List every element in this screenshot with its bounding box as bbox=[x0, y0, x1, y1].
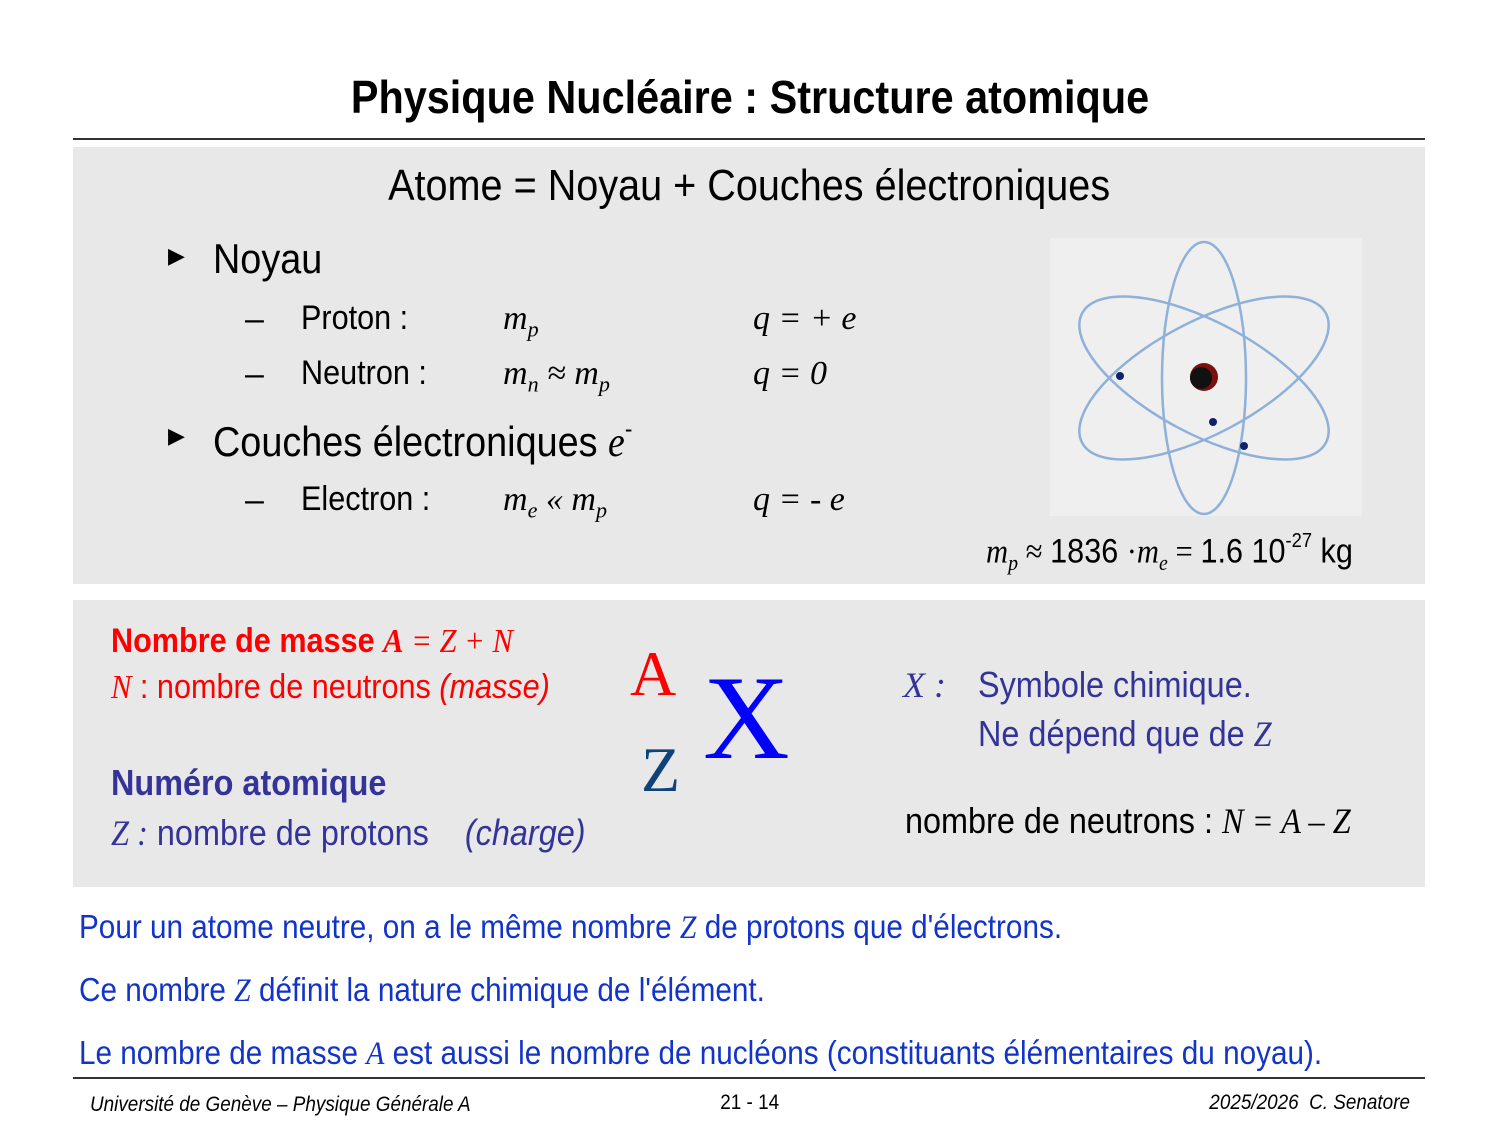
proton-definition: Z : nombre de protons (charge) bbox=[111, 812, 586, 853]
nuclide-mass-number: A bbox=[630, 638, 677, 709]
note-line-2: Ce nombre Z définit la nature chimique de l'élément. bbox=[79, 971, 765, 1009]
footer-right: 2025/2026 C. Senatore bbox=[1209, 1091, 1410, 1114]
symbol-desc-1: Symbole chimique. bbox=[978, 664, 1252, 705]
panel-heading: Atome = Noyau + Couches électroniques bbox=[387, 161, 1111, 210]
footer-divider bbox=[73, 1077, 1425, 1079]
neutron-definition: N : nombre de neutrons (masse) bbox=[111, 668, 550, 706]
proton-charge: q = + e bbox=[753, 300, 857, 337]
neutron-mass: $m_n \approx m_p$ bbox=[503, 355, 610, 397]
dash-icon: – bbox=[245, 355, 264, 393]
atom-structure-panel bbox=[73, 147, 1425, 584]
atom-icon bbox=[1050, 238, 1362, 516]
note-line-3: Le nombre de masse A est aussi le nombre de nucléons (constituants élémentaires du noyau). bbox=[79, 1034, 1323, 1072]
dash-icon: – bbox=[245, 300, 264, 338]
page-title: Physique Nucléaire : Structure atomique bbox=[350, 71, 1150, 123]
title-divider bbox=[73, 138, 1425, 140]
electron-label: Electron : bbox=[301, 480, 431, 518]
bullet-arrow-icon: ▶ bbox=[168, 243, 185, 268]
neutron-charge: q = 0 bbox=[753, 355, 827, 392]
proton-mass-relation: $m_p \approx 1836 \cdot m_e = 1.6$ $10^{-27}$ kg bbox=[986, 530, 1353, 576]
page-number: 21 - 14 bbox=[720, 1091, 780, 1114]
note-line-1: Pour un atome neutre, on a le même nombre Z de protons que d'électrons. bbox=[79, 908, 1063, 946]
dash-icon: – bbox=[245, 481, 264, 519]
bullet-arrow-icon: ▶ bbox=[168, 423, 185, 448]
atom-diagram bbox=[1050, 238, 1362, 516]
neutron-formula: nombre de neutrons : N = A – Z bbox=[905, 800, 1351, 841]
bullet-couches: Couches électroniques e- bbox=[213, 415, 633, 466]
nuclide-notation-panel bbox=[73, 600, 1425, 887]
symbol-definition: X : bbox=[903, 665, 946, 705]
proton-mass: $m_p$ bbox=[503, 300, 539, 342]
proton-label: Proton : bbox=[301, 299, 409, 337]
neutron-label: Neutron : bbox=[301, 354, 427, 392]
nuclide-atomic-number: Z bbox=[641, 734, 681, 805]
bullet-noyau: Noyau bbox=[213, 235, 323, 282]
mass-number-line: Nombre de masse A = Z + N bbox=[111, 622, 513, 660]
footer-left: Université de Genève – Physique Générale A bbox=[90, 1093, 471, 1116]
electron-charge: q = - e bbox=[753, 481, 845, 518]
electron-mass: $m_e$ « $m_p$ bbox=[503, 481, 607, 523]
symbol-desc-2: Ne dépend que de Z bbox=[978, 713, 1272, 754]
atomic-number-label: Numéro atomique bbox=[111, 762, 387, 803]
nuclide-symbol: X bbox=[703, 651, 790, 784]
